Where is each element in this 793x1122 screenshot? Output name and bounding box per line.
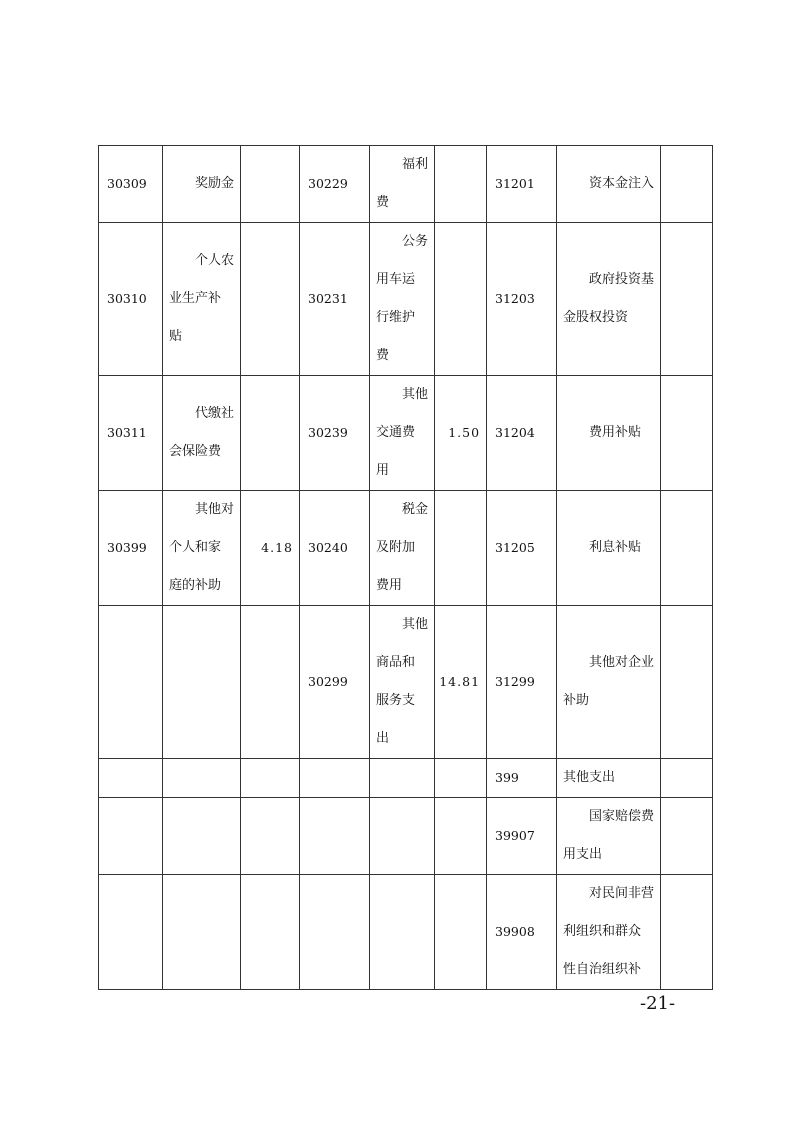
cell-text-line: 30399 bbox=[107, 540, 147, 555]
cell-text-line: 其他 bbox=[402, 387, 429, 402]
cell-text-line: 补助 bbox=[563, 693, 590, 708]
cell-amount bbox=[661, 223, 713, 376]
cell-amount bbox=[241, 376, 300, 491]
cell-text-line: 业生产补 bbox=[169, 291, 222, 306]
cell-text-line: 庭的补助 bbox=[169, 578, 222, 593]
cell-text-line: 用车运 bbox=[376, 272, 416, 287]
cell-amount bbox=[241, 875, 300, 990]
table-row bbox=[99, 759, 713, 798]
cell-text-line: 利组织和群众 bbox=[563, 924, 642, 939]
cell-item-name bbox=[163, 759, 241, 798]
cell-item-name bbox=[557, 491, 661, 606]
cell-text-line: 个人农 bbox=[195, 253, 235, 268]
cell-amount bbox=[241, 491, 300, 606]
cell-economic-code bbox=[487, 223, 557, 376]
cell-economic-code bbox=[487, 798, 557, 875]
cell-text-line: 30240 bbox=[308, 540, 348, 555]
cell-text-line: 公务 bbox=[402, 234, 429, 249]
cell-text-line: 国家赔偿费 bbox=[589, 809, 655, 824]
cell-amount bbox=[661, 759, 713, 798]
cell-amount bbox=[435, 875, 487, 990]
cell-amount bbox=[435, 759, 487, 798]
cell-item-name bbox=[163, 223, 241, 376]
cell-economic-code bbox=[300, 875, 370, 990]
cell-item-name bbox=[370, 875, 435, 990]
cell-economic-code bbox=[300, 146, 370, 223]
cell-amount bbox=[435, 798, 487, 875]
cell-text-line: 用 bbox=[376, 463, 390, 478]
page-number: -21- bbox=[640, 993, 676, 1014]
cell-economic-code bbox=[99, 875, 163, 990]
cell-text-line: 资本金注入 bbox=[589, 176, 655, 191]
cell-amount bbox=[661, 798, 713, 875]
cell-text-line: 其他对企业 bbox=[589, 655, 655, 670]
cell-amount bbox=[661, 376, 713, 491]
cell-economic-code bbox=[300, 798, 370, 875]
table-row bbox=[99, 376, 713, 491]
cell-amount bbox=[241, 798, 300, 875]
cell-text-line: 用支出 bbox=[563, 847, 603, 862]
cell-item-name bbox=[557, 798, 661, 875]
cell-text-line: 行维护 bbox=[376, 310, 416, 325]
cell-item-name bbox=[370, 223, 435, 376]
cell-text-line: 30311 bbox=[107, 425, 147, 440]
cell-economic-code bbox=[99, 759, 163, 798]
cell-amount bbox=[241, 146, 300, 223]
cell-text-line: 其他 bbox=[402, 617, 429, 632]
cell-item-name bbox=[370, 491, 435, 606]
cell-text-line: 政府投资基 bbox=[589, 272, 655, 287]
cell-amount bbox=[435, 491, 487, 606]
cell-text-line: 31204 bbox=[495, 425, 535, 440]
cell-item-name bbox=[557, 759, 661, 798]
cell-text-line: 14.81 bbox=[439, 674, 481, 689]
cell-economic-code bbox=[487, 376, 557, 491]
cell-item-name bbox=[557, 875, 661, 990]
cell-text-line: 30239 bbox=[308, 425, 348, 440]
cell-economic-code bbox=[300, 759, 370, 798]
cell-text-line: 31201 bbox=[495, 176, 535, 191]
cell-amount bbox=[661, 875, 713, 990]
cell-economic-code bbox=[99, 491, 163, 606]
cell-text-line: 4.18 bbox=[261, 540, 294, 555]
expenditure-classification-table bbox=[98, 145, 713, 990]
cell-item-name bbox=[370, 798, 435, 875]
cell-economic-code bbox=[99, 223, 163, 376]
cell-economic-code bbox=[487, 491, 557, 606]
cell-economic-code bbox=[99, 798, 163, 875]
cell-amount bbox=[435, 146, 487, 223]
table-row bbox=[99, 146, 713, 223]
cell-text-line: 费用补贴 bbox=[589, 425, 642, 440]
cell-text-line: 个人和家 bbox=[169, 540, 222, 555]
cell-text-line: 31203 bbox=[495, 291, 535, 306]
cell-economic-code bbox=[300, 223, 370, 376]
cell-economic-code bbox=[487, 875, 557, 990]
cell-item-name bbox=[163, 376, 241, 491]
cell-economic-code bbox=[487, 606, 557, 759]
cell-text-line: 利息补贴 bbox=[589, 540, 642, 555]
cell-amount bbox=[661, 491, 713, 606]
table-row bbox=[99, 606, 713, 759]
cell-text-line: 代缴社 bbox=[195, 406, 235, 421]
cell-text-line: 1.50 bbox=[448, 425, 481, 440]
cell-text-line: 费 bbox=[376, 195, 390, 210]
cell-text-line: 对民间非营 bbox=[589, 886, 655, 901]
cell-text-line: 性自治组织补 bbox=[563, 962, 642, 977]
cell-text-line: 费 bbox=[376, 348, 390, 363]
cell-item-name bbox=[370, 376, 435, 491]
cell-economic-code bbox=[300, 606, 370, 759]
table-row bbox=[99, 223, 713, 376]
cell-text-line: 31299 bbox=[495, 674, 535, 689]
cell-text-line: 金股权投资 bbox=[563, 310, 629, 325]
table-row bbox=[99, 491, 713, 606]
cell-text-line: 福利 bbox=[402, 157, 429, 172]
cell-text-line: 出 bbox=[376, 731, 390, 746]
cell-economic-code bbox=[300, 491, 370, 606]
cell-item-name bbox=[557, 376, 661, 491]
table-row bbox=[99, 875, 713, 990]
cell-item-name bbox=[163, 798, 241, 875]
cell-text-line: 贴 bbox=[169, 329, 183, 344]
cell-economic-code bbox=[99, 146, 163, 223]
cell-text-line: 交通费 bbox=[376, 425, 416, 440]
cell-item-name bbox=[370, 606, 435, 759]
cell-text-line: 其他对 bbox=[195, 502, 235, 517]
cell-text-line: 30309 bbox=[107, 176, 147, 191]
cell-text-line: 奖励金 bbox=[195, 176, 235, 191]
cell-amount bbox=[241, 223, 300, 376]
cell-text-line: 39907 bbox=[495, 828, 535, 843]
cell-text-line: 399 bbox=[495, 770, 519, 785]
cell-text-line: 其他支出 bbox=[563, 770, 616, 785]
cell-text-line: 30310 bbox=[107, 291, 147, 306]
cell-text-line: 费用 bbox=[376, 578, 403, 593]
cell-amount bbox=[435, 606, 487, 759]
cell-text-line: 服务支 bbox=[376, 693, 416, 708]
cell-item-name bbox=[370, 759, 435, 798]
cell-text-line: 39908 bbox=[495, 924, 535, 939]
cell-item-name bbox=[163, 491, 241, 606]
cell-economic-code bbox=[487, 146, 557, 223]
table-row bbox=[99, 798, 713, 875]
cell-economic-code bbox=[99, 606, 163, 759]
cell-amount bbox=[241, 606, 300, 759]
cell-amount bbox=[435, 376, 487, 491]
cell-text-line: 30299 bbox=[308, 674, 348, 689]
cell-item-name bbox=[557, 146, 661, 223]
cell-amount bbox=[435, 223, 487, 376]
cell-item-name bbox=[163, 875, 241, 990]
cell-text-line: 商品和 bbox=[376, 655, 416, 670]
cell-amount bbox=[661, 146, 713, 223]
cell-item-name bbox=[557, 606, 661, 759]
cell-text-line: 税金 bbox=[402, 502, 429, 517]
cell-item-name bbox=[163, 146, 241, 223]
cell-item-name bbox=[370, 146, 435, 223]
cell-economic-code bbox=[300, 376, 370, 491]
cell-text-line: 30231 bbox=[308, 291, 348, 306]
cell-text-line: 31205 bbox=[495, 540, 535, 555]
cell-amount bbox=[661, 606, 713, 759]
cell-text-line: 30229 bbox=[308, 176, 348, 191]
cell-text-line: 及附加 bbox=[376, 540, 416, 555]
cell-item-name bbox=[163, 606, 241, 759]
cell-item-name bbox=[557, 223, 661, 376]
cell-amount bbox=[241, 759, 300, 798]
cell-text-line: 会保险费 bbox=[169, 444, 222, 459]
cell-economic-code bbox=[99, 376, 163, 491]
cell-economic-code bbox=[487, 759, 557, 798]
